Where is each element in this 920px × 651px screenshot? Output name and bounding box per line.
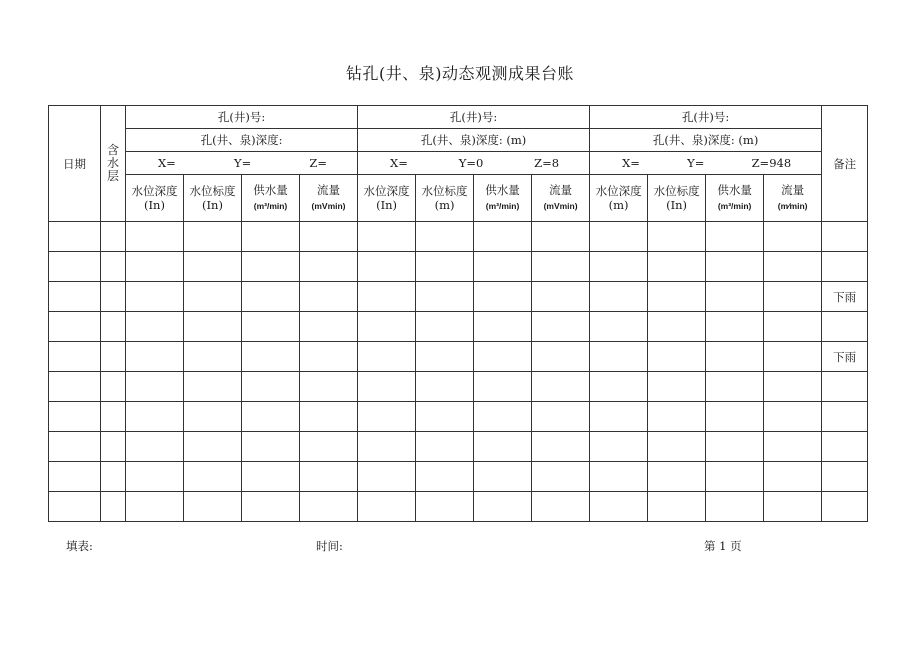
well-3-x: X= [622, 156, 640, 170]
data-cell [358, 432, 416, 462]
data-cell [358, 312, 416, 342]
well-2-coords [358, 152, 590, 175]
remark-cell [822, 252, 868, 282]
data-cell [416, 312, 474, 342]
data-cell [184, 342, 242, 372]
data-cell [49, 492, 101, 522]
data-cell [101, 222, 126, 252]
col-header-name: 流量 [317, 183, 341, 197]
data-cell [706, 492, 764, 522]
data-cell [474, 372, 532, 402]
well-3-z: Z=948 [751, 156, 792, 170]
data-cell [706, 342, 764, 372]
well-1-x: X= [158, 156, 176, 170]
data-cell [300, 492, 358, 522]
data-cell [416, 462, 474, 492]
data-cell [101, 282, 126, 312]
data-cell [300, 252, 358, 282]
well-2-z: Z=8 [534, 156, 560, 170]
well-1-depth: 孔(井、泉)深度: [126, 129, 358, 152]
data-cell [242, 342, 300, 372]
data-cell [590, 372, 648, 402]
table-row [49, 462, 868, 492]
data-cell [126, 402, 184, 432]
ledger-table [48, 105, 868, 522]
remark-cell [822, 222, 868, 252]
date-header: 日期 [49, 106, 101, 222]
well-3-coords [590, 152, 822, 175]
col-header-name: 供水量 [485, 183, 520, 197]
col-header-3-1 [590, 175, 648, 222]
remark-cell [822, 402, 868, 432]
col-header-name: 水位深度 [363, 184, 410, 198]
data-cell [242, 222, 300, 252]
data-cell [101, 342, 126, 372]
data-cell [590, 492, 648, 522]
remark-cell: 下雨 [822, 282, 868, 312]
data-cell [590, 312, 648, 342]
data-cell [474, 282, 532, 312]
data-cell [358, 282, 416, 312]
data-cell [764, 342, 822, 372]
data-cell [764, 462, 822, 492]
data-cell [474, 402, 532, 432]
data-cell [49, 222, 101, 252]
table-row [49, 312, 868, 342]
data-cell [706, 372, 764, 402]
data-cell [101, 252, 126, 282]
well-3-y: Y= [687, 156, 705, 170]
data-cell [184, 252, 242, 282]
data-cell [764, 492, 822, 522]
data-cell [242, 252, 300, 282]
table-row [49, 492, 868, 522]
table-row [49, 222, 868, 252]
data-cell [532, 432, 590, 462]
data-cell [184, 222, 242, 252]
data-cell [706, 462, 764, 492]
data-cell [358, 342, 416, 372]
table-row [49, 402, 868, 432]
col-header-1-2 [184, 175, 242, 222]
data-cell [532, 282, 590, 312]
data-cell [101, 372, 126, 402]
data-cell [474, 492, 532, 522]
col-header-1-1 [126, 175, 184, 222]
data-cell [416, 432, 474, 462]
table-row [49, 252, 868, 282]
table-row [49, 372, 868, 402]
data-cell [474, 312, 532, 342]
data-cell [648, 462, 706, 492]
data-cell [101, 492, 126, 522]
data-cell [590, 402, 648, 432]
data-cell [126, 372, 184, 402]
table-row [49, 432, 868, 462]
data-cell [300, 222, 358, 252]
aquifer-header-label: 含水层 [106, 143, 119, 183]
data-cell [358, 462, 416, 492]
data-cell [242, 282, 300, 312]
data-cell [590, 252, 648, 282]
data-cell [416, 222, 474, 252]
data-cell [300, 402, 358, 432]
data-cell [242, 402, 300, 432]
data-cell [532, 462, 590, 492]
data-cell [474, 432, 532, 462]
data-cell [764, 402, 822, 432]
data-cell [764, 372, 822, 402]
well-3-depth: 孔(井、泉)深度: (m) [590, 129, 822, 152]
col-header-name: 水位标度 [653, 184, 700, 198]
data-cell [358, 402, 416, 432]
well-1-z: Z= [309, 156, 328, 170]
col-header-2-1 [358, 175, 416, 222]
remark-cell: 下雨 [822, 342, 868, 372]
data-cell [126, 462, 184, 492]
remark-cell [822, 312, 868, 342]
data-cell [126, 252, 184, 282]
data-cell [474, 342, 532, 372]
data-cell [706, 402, 764, 432]
footer-page-number: 第 1 页 [704, 539, 742, 553]
col-header-unit: (In) [202, 198, 223, 212]
data-cell [300, 462, 358, 492]
data-cell [358, 372, 416, 402]
well-2-x: X= [390, 156, 408, 170]
col-header-2-3 [474, 175, 532, 222]
data-cell [474, 252, 532, 282]
remark-cell [822, 372, 868, 402]
data-cell [184, 462, 242, 492]
data-cell [358, 492, 416, 522]
data-cell [184, 282, 242, 312]
data-cell [648, 282, 706, 312]
data-cell [126, 492, 184, 522]
data-cell [532, 342, 590, 372]
data-cell [648, 312, 706, 342]
data-cell [184, 492, 242, 522]
data-cell [242, 372, 300, 402]
data-cell [706, 432, 764, 462]
well-1-y: Y= [234, 156, 252, 170]
table-row [49, 282, 868, 312]
data-cell [101, 462, 126, 492]
well-3-hole-no: 孔(井)号: [590, 106, 822, 129]
data-cell [126, 432, 184, 462]
data-cell [242, 492, 300, 522]
data-cell [648, 252, 706, 282]
data-cell [416, 282, 474, 312]
data-cell [590, 432, 648, 462]
col-header-name: 流量 [549, 183, 573, 197]
col-header-unit: (In) [376, 198, 398, 212]
data-cell [300, 432, 358, 462]
data-cell [706, 222, 764, 252]
data-cell [474, 222, 532, 252]
data-cell [242, 312, 300, 342]
data-cell [49, 432, 101, 462]
col-header-unit: (m) [608, 198, 629, 212]
data-cell [532, 492, 590, 522]
data-cell [49, 372, 101, 402]
col-header-name: 流量 [781, 183, 805, 197]
col-header-unit: (mVmin) [311, 201, 346, 211]
col-header-name: 水位深度 [131, 184, 178, 198]
col-header-1-3 [242, 175, 300, 222]
data-cell [358, 222, 416, 252]
data-cell [300, 282, 358, 312]
data-cell [706, 312, 764, 342]
data-cell [49, 282, 101, 312]
data-cell [706, 252, 764, 282]
data-cell [474, 462, 532, 492]
data-cell [532, 372, 590, 402]
data-cell [590, 342, 648, 372]
data-cell [300, 342, 358, 372]
data-cell [706, 282, 764, 312]
col-header-2-4 [532, 175, 590, 222]
data-cell [590, 462, 648, 492]
col-header-name: 供水量 [717, 183, 752, 197]
data-cell [300, 312, 358, 342]
data-cell [49, 402, 101, 432]
col-header-1-4 [300, 175, 358, 222]
col-header-name: 供水量 [253, 183, 288, 197]
aquifer-header [101, 106, 126, 222]
col-header-2-2 [416, 175, 474, 222]
data-cell [184, 432, 242, 462]
remarks-header: 备注 [822, 106, 868, 222]
col-header-unit: (m) [434, 198, 455, 212]
well-2-depth: 孔(井、泉)深度: (m) [358, 129, 590, 152]
data-cell [126, 312, 184, 342]
col-header-unit: (mVmin) [543, 201, 578, 211]
col-header-unit: (m³/min) [253, 201, 288, 211]
col-header-name: 水位标度 [189, 184, 236, 198]
data-cell [49, 462, 101, 492]
page-title: 钻孔(井、泉)动态观测成果台账 [346, 64, 574, 83]
col-header-3-3 [706, 175, 764, 222]
data-cell [101, 432, 126, 462]
col-header-unit: (m³/min) [717, 201, 752, 211]
data-cell [648, 342, 706, 372]
data-cell [532, 222, 590, 252]
data-cell [532, 312, 590, 342]
footer-filled-by: 填表: [66, 539, 93, 553]
data-cell [242, 432, 300, 462]
col-header-name: 水位深度 [595, 184, 642, 198]
data-cell [416, 492, 474, 522]
data-cell [764, 432, 822, 462]
col-header-3-2 [648, 175, 706, 222]
data-cell [126, 342, 184, 372]
well-2-y: Y=0 [458, 156, 484, 170]
data-cell [648, 222, 706, 252]
well-2-hole-no: 孔(井)号: [358, 106, 590, 129]
col-header-unit: (In) [144, 198, 165, 212]
remark-cell [822, 492, 868, 522]
data-cell [416, 402, 474, 432]
data-cell [648, 372, 706, 402]
data-cell [416, 252, 474, 282]
remark-cell [822, 462, 868, 492]
col-header-3-4 [764, 175, 822, 222]
well-1-coords [126, 152, 358, 175]
data-cell [590, 282, 648, 312]
remark-cell [822, 432, 868, 462]
table-row [49, 342, 868, 372]
data-cell [184, 402, 242, 432]
col-header-unit: (m⁄min) [777, 201, 808, 211]
data-cell [648, 492, 706, 522]
data-cell [764, 252, 822, 282]
data-cell [49, 342, 101, 372]
data-cell [126, 282, 184, 312]
data-cell [648, 432, 706, 462]
data-cell [242, 462, 300, 492]
data-cell [101, 312, 126, 342]
data-cell [358, 252, 416, 282]
data-cell [648, 402, 706, 432]
footer-time: 时间: [316, 539, 343, 553]
data-cell [590, 222, 648, 252]
data-cell [416, 342, 474, 372]
data-cell [532, 402, 590, 432]
data-cell [184, 372, 242, 402]
data-cell [532, 252, 590, 282]
data-cell [764, 222, 822, 252]
data-cell [126, 222, 184, 252]
col-header-unit: (m³/min) [485, 201, 520, 211]
col-header-name: 水位标度 [421, 184, 468, 198]
data-cell [49, 252, 101, 282]
well-1-hole-no: 孔(井)号: [126, 106, 358, 129]
data-cell [764, 312, 822, 342]
col-header-unit: (In) [666, 198, 688, 212]
data-cell [416, 372, 474, 402]
data-cell [300, 372, 358, 402]
data-cell [49, 312, 101, 342]
data-cell [184, 312, 242, 342]
data-cell [101, 402, 126, 432]
data-cell [764, 282, 822, 312]
